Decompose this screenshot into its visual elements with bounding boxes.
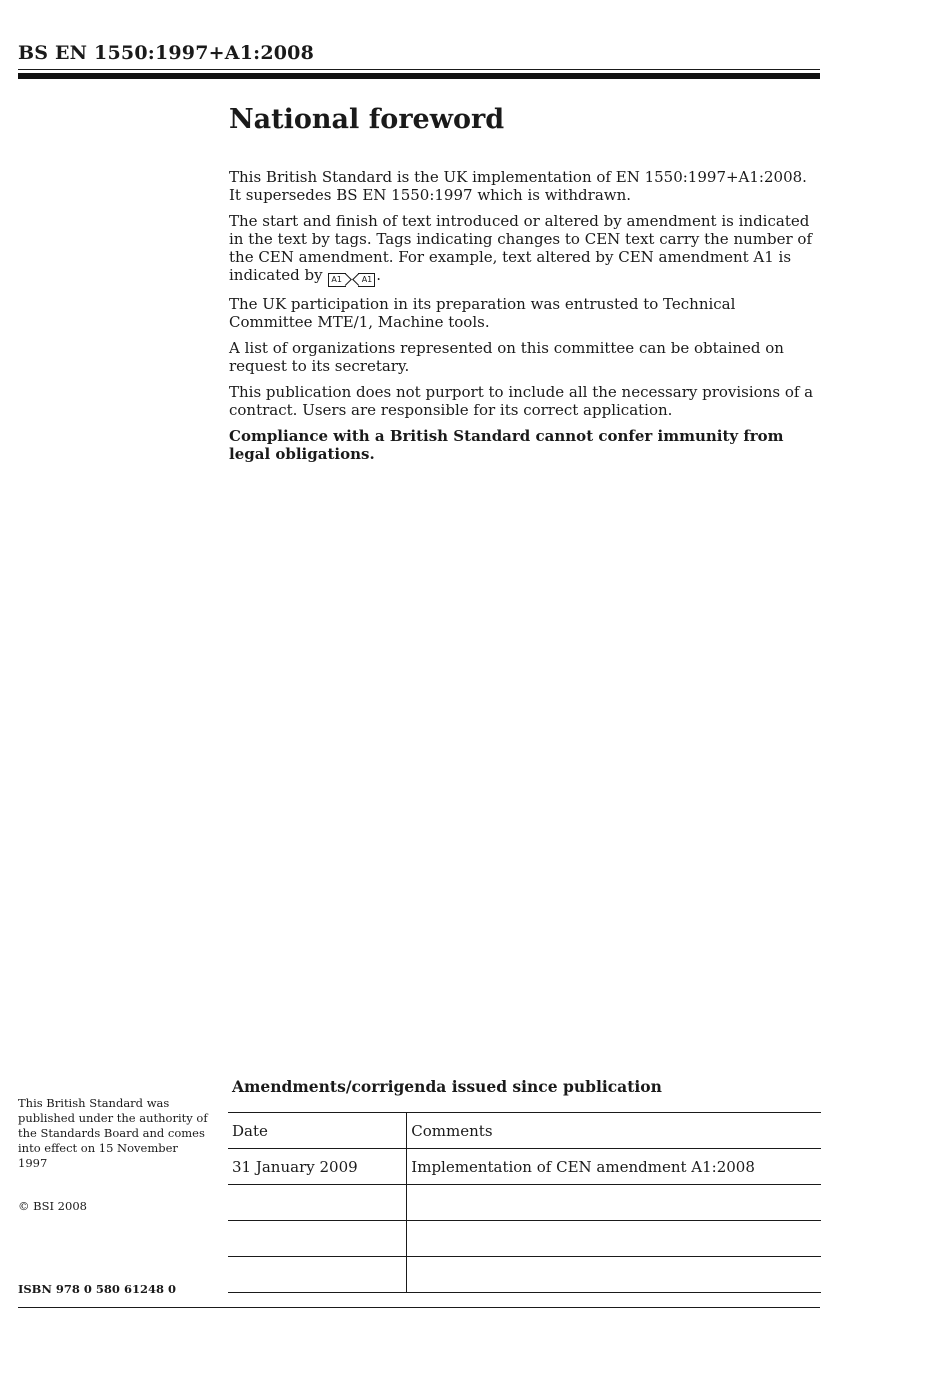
amendment-date <box>228 1185 407 1221</box>
foreword-paragraph-4: A list of organizations represented on this committee can be obtained on request to its secretary. <box>229 339 784 375</box>
amendment-comment <box>407 1221 821 1257</box>
table-header-row <box>228 1113 821 1149</box>
amendment-comment <box>407 1257 821 1293</box>
table-row <box>228 1221 821 1257</box>
table-row <box>228 1257 821 1293</box>
amendment-comment <box>407 1185 821 1221</box>
amendment-tag-open-icon: A1 <box>328 273 346 287</box>
table-row <box>228 1185 821 1221</box>
foreword-title: National foreword <box>229 104 505 135</box>
footer-rule <box>18 1307 820 1308</box>
foreword-paragraph-2-end: . <box>376 266 382 284</box>
amendments-title: Amendments/corrigenda issued since publication <box>232 1077 662 1096</box>
foreword-paragraph-2-text: The start and finish of text introduced or altered by amendment is indicated in the text by tags. Tags indicating changes to CEN text carry the number of the CEN amendment. For example, text altered by CEN amendment A1 is indicated by <box>229 212 813 284</box>
foreword-paragraph-1: This British Standard is the UK implementation of EN 1550:1997+A1:2008. It supersedes BS EN 1550:1997 which is withdrawn. <box>229 168 807 204</box>
amendment-tag-close-icon: A1 <box>358 273 376 287</box>
copyright-notice: © BSI 2008 <box>18 1199 87 1213</box>
column-header-comments: Comments <box>407 1113 821 1149</box>
amendment-date <box>228 1221 407 1257</box>
compliance-statement: Compliance with a British Standard cannot confer immunity from legal obligations. <box>229 427 784 463</box>
publication-note: This British Standard was published under the authority of the Standards Board and comes into effect on 15 November 1997 <box>18 1096 208 1170</box>
amendment-date <box>228 1257 407 1293</box>
amendment-comment: Implementation of CEN amendment A1:2008 <box>407 1149 821 1185</box>
header-rule-thick <box>18 73 820 79</box>
column-header-date: Date <box>228 1113 407 1149</box>
table-row <box>228 1149 821 1185</box>
foreword-paragraph-5: This publication does not purport to include all the necessary provisions of a contract. Users are responsible for its correct application. <box>229 383 814 419</box>
header-rule-thin <box>18 69 820 70</box>
isbn-number: ISBN 978 0 580 61248 0 <box>18 1282 176 1296</box>
amendment-date: 31 January 2009 <box>228 1149 407 1185</box>
foreword-body <box>229 168 821 471</box>
amendments-table <box>228 1112 821 1293</box>
foreword-paragraph-3: The UK participation in its preparation was entrusted to Technical Committee MTE/1, Machine tools. <box>229 295 736 331</box>
standard-id-header: BS EN 1550:1997+A1:2008 <box>18 42 315 64</box>
foreword-paragraph-2 <box>229 212 821 287</box>
